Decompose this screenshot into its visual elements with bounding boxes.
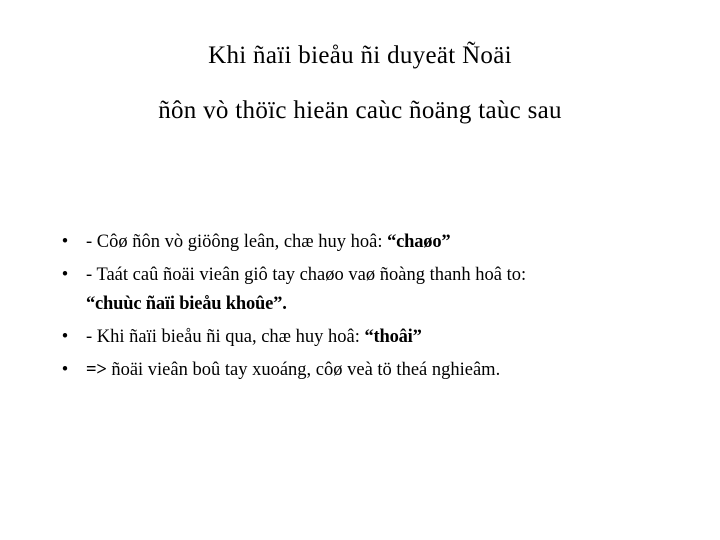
bullet-dot-icon: •	[61, 232, 69, 252]
bullet-dot-icon: •	[61, 360, 69, 380]
bullet-list	[58, 226, 698, 387]
bullet-dot-icon: •	[61, 265, 69, 285]
bullet-text: - Taát caû ñoäi vieân giô tay chaøo vaø ñoàng thanh hoâ to:	[86, 265, 527, 285]
slide-title-line-1: Khi ñaïi bieåu ñi duyeät Ñoäi	[208, 42, 512, 69]
bullet-dot-icon: •	[61, 327, 69, 347]
bullet-item-attention	[58, 354, 698, 387]
bullet-text: - Khi ñaïi bieåu ñi qua, chæ huy hoâ:	[86, 327, 365, 347]
command-word: “chaøo”	[387, 232, 451, 252]
bullet-item-all-salute	[58, 259, 698, 321]
arrow-icon: =>	[86, 360, 107, 380]
bullet-item-stop	[58, 321, 698, 354]
command-phrase: “chuùc ñaïi bieåu khoûe”.	[86, 294, 287, 314]
command-word: “thoâi”	[364, 327, 422, 347]
bullet-item-flag-salute	[58, 226, 698, 259]
slide-title-line-2: ñôn vò thöïc hieän caùc ñoäng taùc sau	[158, 97, 562, 124]
bullet-text: - Côø ñôn vò giöông leân, chæ huy hoâ:	[86, 232, 388, 252]
bullet-text: ñoäi vieân boû tay xuoáng, côø veà tö theá nghieâm.	[106, 360, 501, 380]
